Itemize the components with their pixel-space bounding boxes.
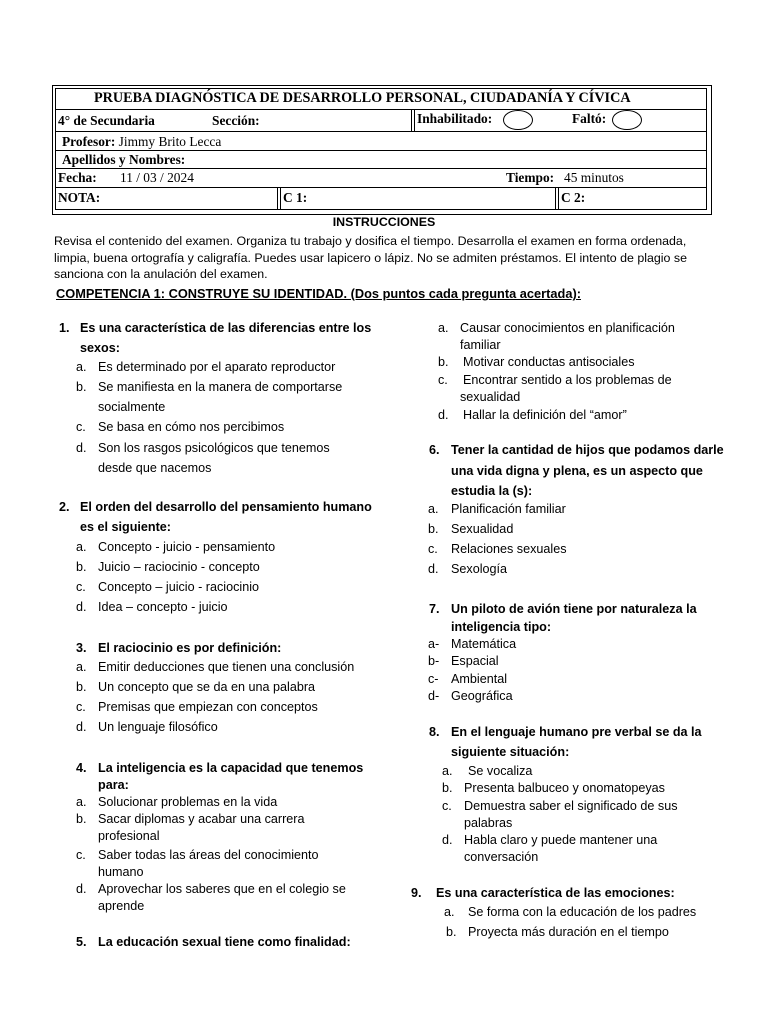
c2-label: C 2: bbox=[561, 190, 586, 205]
option-text: Planificación familiar bbox=[451, 502, 566, 516]
option-7a[interactable] bbox=[428, 636, 718, 653]
option-letter: b- bbox=[428, 654, 440, 668]
option-letter: d. bbox=[428, 562, 439, 576]
option-text: sexualidad bbox=[460, 390, 521, 404]
option-letter: d. bbox=[76, 441, 87, 455]
option-8b[interactable] bbox=[442, 780, 722, 797]
option-letter: c. bbox=[428, 542, 438, 556]
option-text: Idea – concepto - juicio bbox=[98, 600, 228, 614]
c1-label: C 1: bbox=[283, 190, 308, 205]
option-text: Se vocaliza bbox=[468, 764, 533, 778]
disabled-label: Inhabilitado: bbox=[417, 111, 493, 126]
option-8a[interactable] bbox=[442, 763, 722, 780]
option-text: Se forma con la educación de los padres bbox=[468, 905, 697, 919]
instructions-line: limpia, buena ortografía y caligrafía. Puedes usar lapicero o lápiz. No se admiten préstamos. El intento de plagio se bbox=[54, 250, 687, 265]
option-text: aprende bbox=[98, 899, 145, 913]
date-label: Fecha: bbox=[58, 170, 97, 185]
option-text: Sexología bbox=[451, 562, 508, 576]
option-text: Presenta balbuceo y onomatopeyas bbox=[464, 781, 665, 795]
competency-heading: COMPETENCIA 1: CONSTRUYE SU IDENTIDAD. (Dos puntos cada pregunta acertada): bbox=[56, 286, 581, 301]
option-3d[interactable] bbox=[76, 719, 376, 736]
option-4b[interactable] bbox=[76, 811, 376, 845]
question-text: La inteligencia es la capacidad que tenemos bbox=[98, 761, 364, 775]
header-divider bbox=[280, 187, 281, 210]
option-5d[interactable] bbox=[438, 407, 728, 424]
option-4a[interactable] bbox=[76, 794, 376, 811]
option-6c[interactable] bbox=[428, 541, 718, 558]
option-letter: a. bbox=[76, 660, 87, 674]
header-divider bbox=[555, 187, 556, 210]
option-7c[interactable] bbox=[428, 671, 718, 688]
instructions-title: INSTRUCCIONES bbox=[332, 215, 436, 229]
option-1c[interactable] bbox=[76, 419, 376, 436]
option-8d[interactable] bbox=[442, 832, 722, 866]
option-3a[interactable] bbox=[76, 659, 376, 676]
option-1d[interactable] bbox=[76, 440, 376, 480]
option-6a[interactable] bbox=[428, 501, 718, 518]
option-letter: c. bbox=[442, 799, 452, 813]
option-text: Sexualidad bbox=[451, 522, 514, 536]
option-4c[interactable] bbox=[76, 847, 376, 881]
option-text: Relaciones sexuales bbox=[451, 542, 567, 556]
option-9a[interactable] bbox=[444, 904, 724, 921]
disabled-checkbox-circle[interactable] bbox=[503, 110, 533, 130]
option-text: palabras bbox=[464, 816, 513, 830]
question-8 bbox=[429, 722, 729, 762]
question-number: 3. bbox=[76, 641, 87, 655]
instructions-body bbox=[54, 233, 714, 283]
question-text: El orden del desarrollo del pensamiento humano bbox=[80, 500, 372, 514]
option-text: socialmente bbox=[98, 400, 166, 414]
option-9b[interactable] bbox=[446, 924, 726, 941]
section-label: Sección: bbox=[212, 113, 260, 128]
option-text: Proyecta más duración en el tiempo bbox=[468, 925, 669, 939]
option-letter: a. bbox=[444, 905, 455, 919]
option-letter: d. bbox=[76, 882, 87, 896]
option-letter: c. bbox=[76, 848, 86, 862]
option-letter: b. bbox=[442, 781, 453, 795]
question-text: inteligencia tipo: bbox=[451, 619, 552, 634]
question-text: En el lenguaje humano pre verbal se da la bbox=[451, 725, 702, 739]
option-3c[interactable] bbox=[76, 699, 376, 716]
question-text: La educación sexual tiene como finalidad: bbox=[98, 935, 351, 949]
question-number: 5. bbox=[76, 935, 87, 949]
option-text: Concepto - juicio - pensamiento bbox=[98, 540, 276, 554]
option-text: profesional bbox=[98, 829, 160, 843]
option-2d[interactable] bbox=[76, 599, 376, 616]
option-letter: d. bbox=[442, 833, 453, 847]
question-2 bbox=[59, 497, 379, 537]
question-number: 1. bbox=[59, 321, 70, 335]
option-letter: c. bbox=[76, 580, 86, 594]
option-letter: a. bbox=[76, 540, 87, 554]
question-3 bbox=[76, 638, 376, 658]
question-7 bbox=[429, 601, 729, 636]
time-value: 45 minutos bbox=[564, 170, 624, 185]
option-text: Juicio – raciocinio - concepto bbox=[98, 560, 260, 574]
option-text: humano bbox=[98, 865, 144, 879]
question-text: Tener la cantidad de hijos que podamos darle bbox=[451, 443, 724, 457]
option-text: Sacar diplomas y acabar una carrera bbox=[98, 812, 305, 826]
question-text: siguiente situación: bbox=[451, 745, 570, 759]
option-letter: b. bbox=[446, 925, 457, 939]
option-text: Son los rasgos psicológicos que tenemos bbox=[98, 441, 330, 455]
missed-checkbox-circle[interactable] bbox=[612, 110, 642, 130]
question-text: es el siguiente: bbox=[80, 520, 171, 534]
option-letter: b. bbox=[76, 380, 87, 394]
option-text: desde que nacemos bbox=[98, 461, 212, 475]
option-1b[interactable] bbox=[76, 379, 376, 419]
option-3b[interactable] bbox=[76, 679, 376, 696]
grade-label: 4° de Secundaria bbox=[58, 113, 155, 128]
option-letter: c. bbox=[76, 700, 86, 714]
option-letter: b. bbox=[76, 812, 87, 826]
header-divider bbox=[414, 109, 415, 131]
question-number: 9. bbox=[411, 886, 422, 900]
question-text: sexos: bbox=[80, 341, 120, 355]
option-letter: c- bbox=[428, 672, 439, 686]
option-7d[interactable] bbox=[428, 688, 718, 705]
option-text: Se manifiesta en la manera de comportarse bbox=[98, 380, 343, 394]
option-text: Demuestra saber el significado de sus bbox=[464, 799, 678, 813]
option-letter: d. bbox=[438, 408, 449, 422]
exam-title: PRUEBA DIAGNÓSTICA DE DESARROLLO PERSONAL, CIUDADANÍA Y CÍVICA bbox=[94, 90, 631, 106]
header-divider bbox=[411, 109, 412, 131]
option-text: Habla claro y puede mantener una bbox=[464, 833, 658, 847]
option-letter: d. bbox=[76, 720, 87, 734]
header-divider bbox=[55, 109, 707, 110]
question-text: para: bbox=[98, 777, 129, 792]
teacher-name: Jimmy Brito Lecca bbox=[118, 134, 222, 149]
option-7b[interactable] bbox=[428, 653, 718, 670]
question-4 bbox=[76, 760, 376, 793]
header-divider bbox=[277, 187, 278, 210]
header-divider bbox=[558, 187, 559, 210]
question-text: Es una característica de las diferencias entre los bbox=[80, 321, 372, 335]
option-letter: a- bbox=[428, 637, 440, 651]
option-letter: a. bbox=[438, 321, 449, 335]
option-1a[interactable] bbox=[76, 359, 376, 376]
option-letter: c. bbox=[76, 420, 86, 434]
question-text: una vida digna y plena, es un aspecto que bbox=[451, 463, 703, 478]
option-6d[interactable] bbox=[428, 561, 718, 578]
question-text: estudia la (s): bbox=[451, 484, 533, 498]
question-number: 2. bbox=[59, 500, 70, 514]
option-text: Causar conocimientos en planificación bbox=[460, 321, 675, 335]
option-letter: a. bbox=[76, 795, 87, 809]
option-text: Premisas que empiezan con conceptos bbox=[98, 700, 318, 714]
date-value: 11 / 03 / 2024 bbox=[120, 170, 194, 185]
option-text: Saber todas las áreas del conocimiento bbox=[98, 848, 319, 862]
option-text: Motivar conductas antisociales bbox=[463, 355, 635, 369]
instructions-line: Revisa el contenido del examen. Organiza tu trabajo y dosifica el tiempo. Desarrolla el examen en forma ordenada, bbox=[54, 234, 687, 248]
option-text: conversación bbox=[464, 850, 539, 864]
question-9 bbox=[411, 883, 731, 903]
option-letter: d. bbox=[76, 600, 87, 614]
option-text: Hallar la definición del “amor” bbox=[463, 408, 627, 422]
option-letter: b. bbox=[428, 522, 439, 536]
teacher-row bbox=[62, 132, 221, 151]
option-text: Un lenguaje filosófico bbox=[98, 720, 218, 734]
question-6 bbox=[429, 440, 729, 502]
missed-label: Faltó: bbox=[572, 111, 607, 126]
option-2b[interactable] bbox=[76, 559, 376, 576]
question-number: 8. bbox=[429, 725, 440, 739]
instructions-line: sanciona con la anulación del examen. bbox=[54, 267, 268, 281]
option-5b[interactable] bbox=[438, 354, 728, 371]
teacher-label: Profesor: bbox=[62, 134, 116, 149]
option-text: Se basa en cómo nos percibimos bbox=[98, 420, 285, 434]
option-letter: a. bbox=[76, 360, 87, 374]
option-text: Geográfica bbox=[451, 689, 513, 703]
option-text: Aprovechar los saberes que en el colegio se bbox=[98, 882, 346, 896]
question-text: Un piloto de avión tiene por naturaleza la bbox=[451, 602, 697, 616]
option-letter: a. bbox=[442, 764, 453, 778]
time-label: Tiempo: bbox=[506, 170, 555, 185]
option-letter: b. bbox=[76, 560, 87, 574]
option-text: Concepto – juicio - raciocinio bbox=[98, 580, 260, 594]
option-8c[interactable] bbox=[442, 798, 722, 832]
option-5c[interactable] bbox=[438, 372, 728, 406]
question-5 bbox=[76, 932, 376, 952]
question-number: 6. bbox=[429, 443, 440, 457]
grade-score-label: NOTA: bbox=[58, 190, 101, 205]
option-text: Solucionar problemas en la vida bbox=[98, 795, 278, 809]
option-letter: c. bbox=[438, 373, 448, 387]
option-text: Matemática bbox=[451, 637, 517, 651]
option-text: Ambiental bbox=[451, 672, 508, 686]
option-text: Un concepto que se da en una palabra bbox=[98, 680, 316, 694]
question-1 bbox=[59, 318, 379, 358]
option-text: familiar bbox=[460, 338, 501, 352]
option-text: Encontrar sentido a los problemas de bbox=[463, 373, 672, 387]
question-text: El raciocinio es por definición: bbox=[98, 641, 282, 655]
names-label: Apellidos y Nombres: bbox=[62, 152, 186, 167]
option-text: Espacial bbox=[451, 654, 499, 668]
question-number: 7. bbox=[429, 602, 440, 616]
option-4d[interactable] bbox=[76, 881, 376, 915]
option-letter: b. bbox=[438, 355, 449, 369]
option-letter: d- bbox=[428, 689, 440, 703]
question-number: 4. bbox=[76, 761, 87, 775]
header-divider bbox=[55, 187, 707, 188]
option-6b[interactable] bbox=[428, 521, 718, 538]
option-letter: a. bbox=[428, 502, 439, 516]
option-text: Es determinado por el aparato reproductor bbox=[98, 360, 336, 374]
option-letter: b. bbox=[76, 680, 87, 694]
option-5a[interactable] bbox=[438, 320, 728, 354]
question-text: Es una característica de las emociones: bbox=[436, 886, 675, 900]
option-text: Emitir deducciones que tienen una conclusión bbox=[98, 660, 355, 674]
option-2a[interactable] bbox=[76, 539, 376, 556]
option-2c[interactable] bbox=[76, 579, 376, 596]
